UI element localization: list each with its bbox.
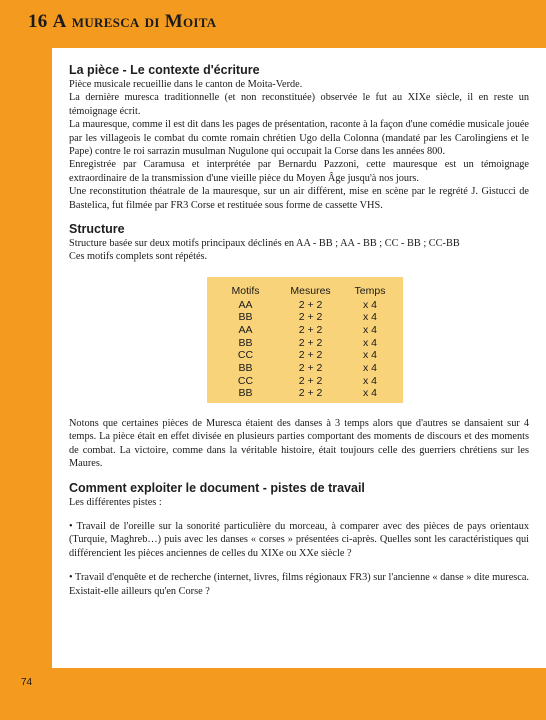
table-cell: x 4	[363, 374, 378, 387]
table-cell: 2 + 2	[298, 336, 323, 349]
table-cell: 2 + 2	[298, 323, 323, 336]
table-cell: CC	[237, 349, 254, 362]
section-heading-structure: Structure	[69, 222, 125, 237]
paragraph-notes: Notons que certaines pièces de Muresca étaient des danses à 3 temps alors que d'autres se dansaient sur 4 temps. La pièce était en effet divisée en plusieurs parties comportant des moments de discours et des moments de combat. La victoire, comme dans la véritable histoire, était toujours celle des guerriers chrétiens sur les Maures.	[69, 417, 529, 470]
table-row	[217, 337, 393, 350]
table-cell: 2 + 2	[298, 362, 323, 374]
table-header-cell: Mesures	[290, 284, 331, 297]
table-cell: BB	[238, 336, 253, 349]
structure-table	[207, 277, 403, 403]
paragraph-pistes-intro: Les différentes pistes :	[69, 496, 162, 508]
table-cell: CC	[237, 374, 254, 387]
paragraph-context-4: Enregistrée par Caramusa et interprétée par Bernardu Pazzoni, cette mauresque est un témoignage extraordinaire de la transmission d'une vieille pièce du Moyen Âge jusqu'à nos jours.	[69, 159, 529, 184]
chapter-title	[28, 11, 216, 33]
table-cell: x 4	[363, 311, 378, 324]
bullet-item: • Travail de l'oreille sur la sonorité particulière du morceau, à comparer avec des pièces de pays orientaux (Turquie, Maghreb…) puis avec les danses « corses » présentées ci-après. Quelles sont les caractéristiques qui différencient les pièces anciennes de celles du XIXe ou XXe siècle ?	[69, 520, 529, 559]
paragraph-context-3: La mauresque, comme il est dit dans les pages de présentation, raconte à la façon d'une comédie musicale jouée par les villageois le combat du comte romain chrétien Ugo della Colonna (mandaté par les Carolingiens et le Pape) contre le roi sarrazin musulman Nugulone qui occupait la Corse dans les années 800.	[69, 119, 529, 158]
table-cell: AA	[238, 323, 253, 336]
table-row	[217, 299, 393, 312]
chapter-number: 16	[28, 11, 48, 32]
table-cell: 2 + 2	[298, 387, 323, 400]
bullet-item: • Travail d'enquête et de recherche (internet, livres, films régionaux FR3) sur l'ancienne « danse » dite muresca. Existait-elle ailleurs qu'en Corse ?	[69, 572, 529, 597]
table-cell: x 4	[363, 336, 378, 349]
table-header-cell: Temps	[354, 284, 386, 297]
table-row	[217, 349, 393, 362]
table-cell: BB	[238, 311, 253, 324]
paragraph-context-5: Une reconstitution théatrale de la mauresque, sur un air différent, mise en scène par le regrété J. Gistucci de Bastelica, fut filmée par FR3 Corse et restituée sous forme de cassette VHS.	[69, 186, 529, 211]
table-cell: BB	[238, 362, 253, 374]
table-cell: 2 + 2	[298, 374, 323, 387]
chapter-first-letter: A	[52, 11, 67, 32]
table-cell: x 4	[363, 387, 378, 400]
paragraph-structure-1: Structure basée sur deux motifs principaux déclinés en AA - BB ; AA - BB ; CC - BB ; CC-BB	[69, 238, 460, 250]
table-cell: 2 + 2	[298, 311, 323, 324]
paragraph-context-1: Pièce musicale recueillie dans le canton de Moita-Verde.	[69, 79, 303, 90]
paragraph-context-2: La dernière muresca traditionnelle (et non reconstituée) observée le fut au XIXe siècle, il en reste un témoignage écrit.	[69, 92, 529, 117]
table-row	[217, 375, 393, 388]
paragraph-structure-2: Ces motifs complets sont répétés.	[69, 251, 208, 263]
table-cell: BB	[238, 387, 253, 400]
page-header	[0, 0, 546, 40]
table-cell: x 4	[363, 298, 378, 311]
table-row	[217, 324, 393, 337]
page-content	[52, 48, 546, 668]
table-header-row	[217, 285, 393, 298]
table-cell: x 4	[363, 362, 378, 374]
section-heading-exploit: Comment exploiter le document - pistes de travail	[69, 480, 365, 495]
table-row	[217, 387, 393, 400]
table-cell: 2 + 2	[298, 298, 323, 311]
table-cell: AA	[238, 298, 253, 311]
chapter-name: muresca di Moita	[71, 11, 217, 32]
page-number: 74	[21, 677, 33, 688]
table-cell: x 4	[363, 349, 378, 362]
table-cell: x 4	[363, 323, 378, 336]
table-header-cell: Motifs	[231, 284, 260, 297]
section-heading-context: La pièce - Le contexte d'écriture	[69, 63, 260, 77]
table-cell: 2 + 2	[298, 349, 323, 362]
table-row	[217, 362, 393, 375]
table-row	[217, 311, 393, 324]
